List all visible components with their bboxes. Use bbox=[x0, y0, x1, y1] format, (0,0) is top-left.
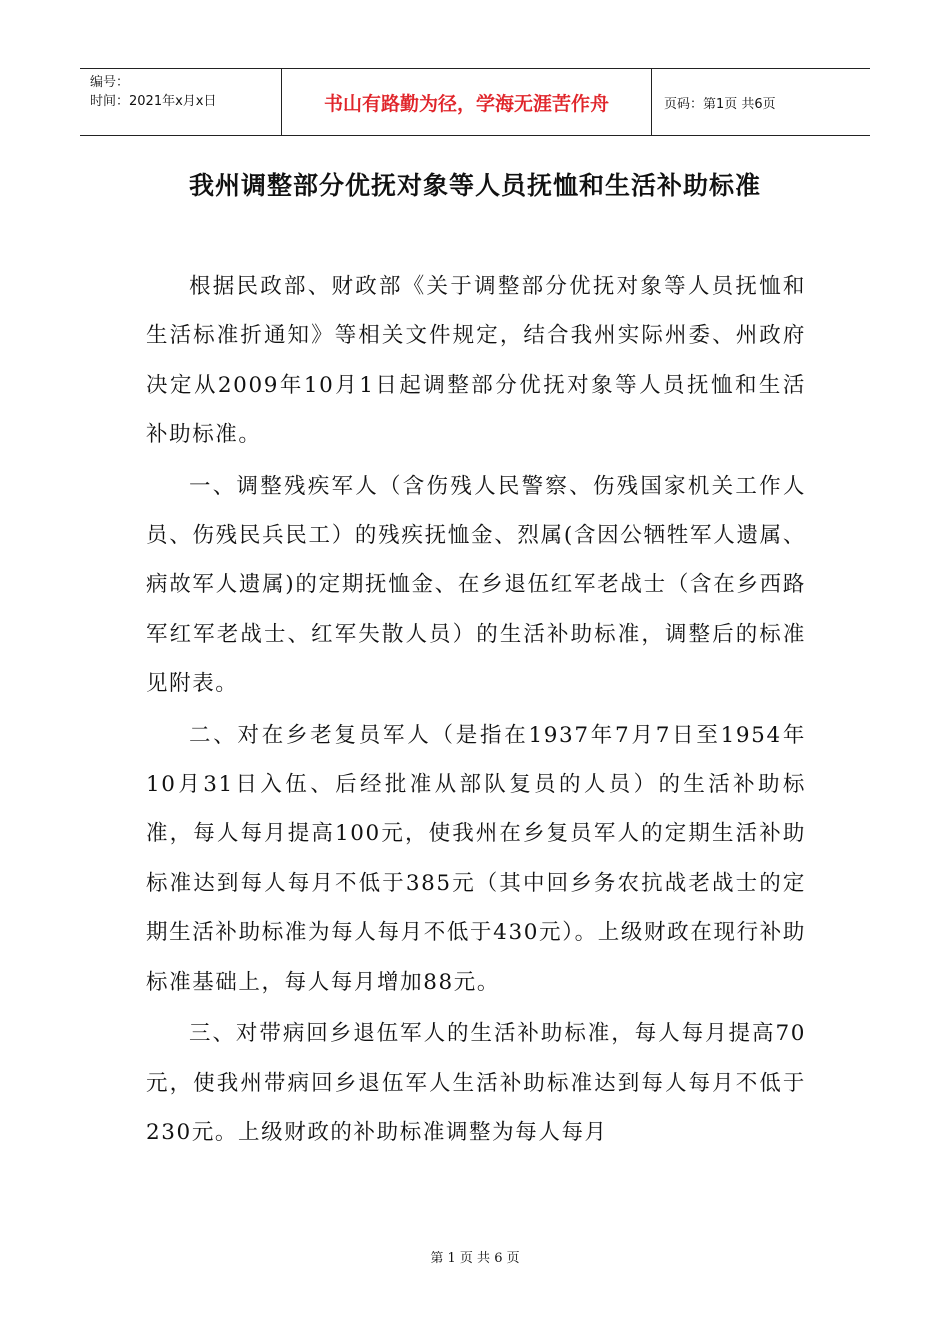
header-page-cell bbox=[652, 69, 870, 135]
paragraph-item-2: 二、对在乡老复员军人（是指在1937年7月7日至1954年10月31日入伍、后经批准从部队复员的人员）的生活补助标准，每人每月提高100元，使我州在乡复员军人的定期生活补助标准达到每人每月不低于385元（其中回乡务农抗战老战士的定期生活补助标准为每人每月不低于430元）。上级财政在现行补助标准基础上，每人每月增加88元。 bbox=[146, 722, 806, 995]
header-meta-cell bbox=[80, 69, 281, 135]
header-table bbox=[80, 68, 870, 136]
paragraph-item-3: 三、对带病回乡退伍军人的生活补助标准，每人每月提高70元，使我州带病回乡退伍军人生活补助标准达到每人每月不低于230元。上级财政的补助标准调整为每人每月 bbox=[146, 1021, 806, 1145]
document-number-label: 编号： bbox=[90, 75, 130, 90]
footer-page-number: 第 1 页 共 6 页 bbox=[430, 1251, 520, 1266]
document-title: 我州调整部分优抚对象等人员抚恤和生活补助标准 bbox=[188, 171, 761, 200]
document-time-label: 时间：2021年x月x日 bbox=[90, 94, 217, 109]
paragraph-item-1: 一、调整残疾军人（含伤残人民警察、伤残国家机关工作人员、伤残民兵民工）的残疾抚恤金、烈属(含因公牺牲军人遗属、病故军人遗属)的定期抚恤金、在乡退伍红军老战士（含在乡西路军红军老战士、红军失散人员）的生活补助标准，调整后的标准见附表。 bbox=[146, 473, 806, 697]
header-page-info: 页码：第1页 共6页 bbox=[664, 96, 776, 112]
paragraph-intro: 根据民政部、财政部《关于调整部分优抚对象等人员抚恤和生活标准折通知》等相关文件规定，结合我州实际州委、州政府决定从2009年10月1日起调整部分优抚对象等人员抚恤和生活补助标准。 bbox=[146, 274, 806, 448]
header-motto: 书山有路勤为径，学海无涯苦作舟 bbox=[323, 92, 609, 115]
header-motto-cell bbox=[281, 69, 652, 135]
document-body bbox=[146, 262, 806, 1159]
